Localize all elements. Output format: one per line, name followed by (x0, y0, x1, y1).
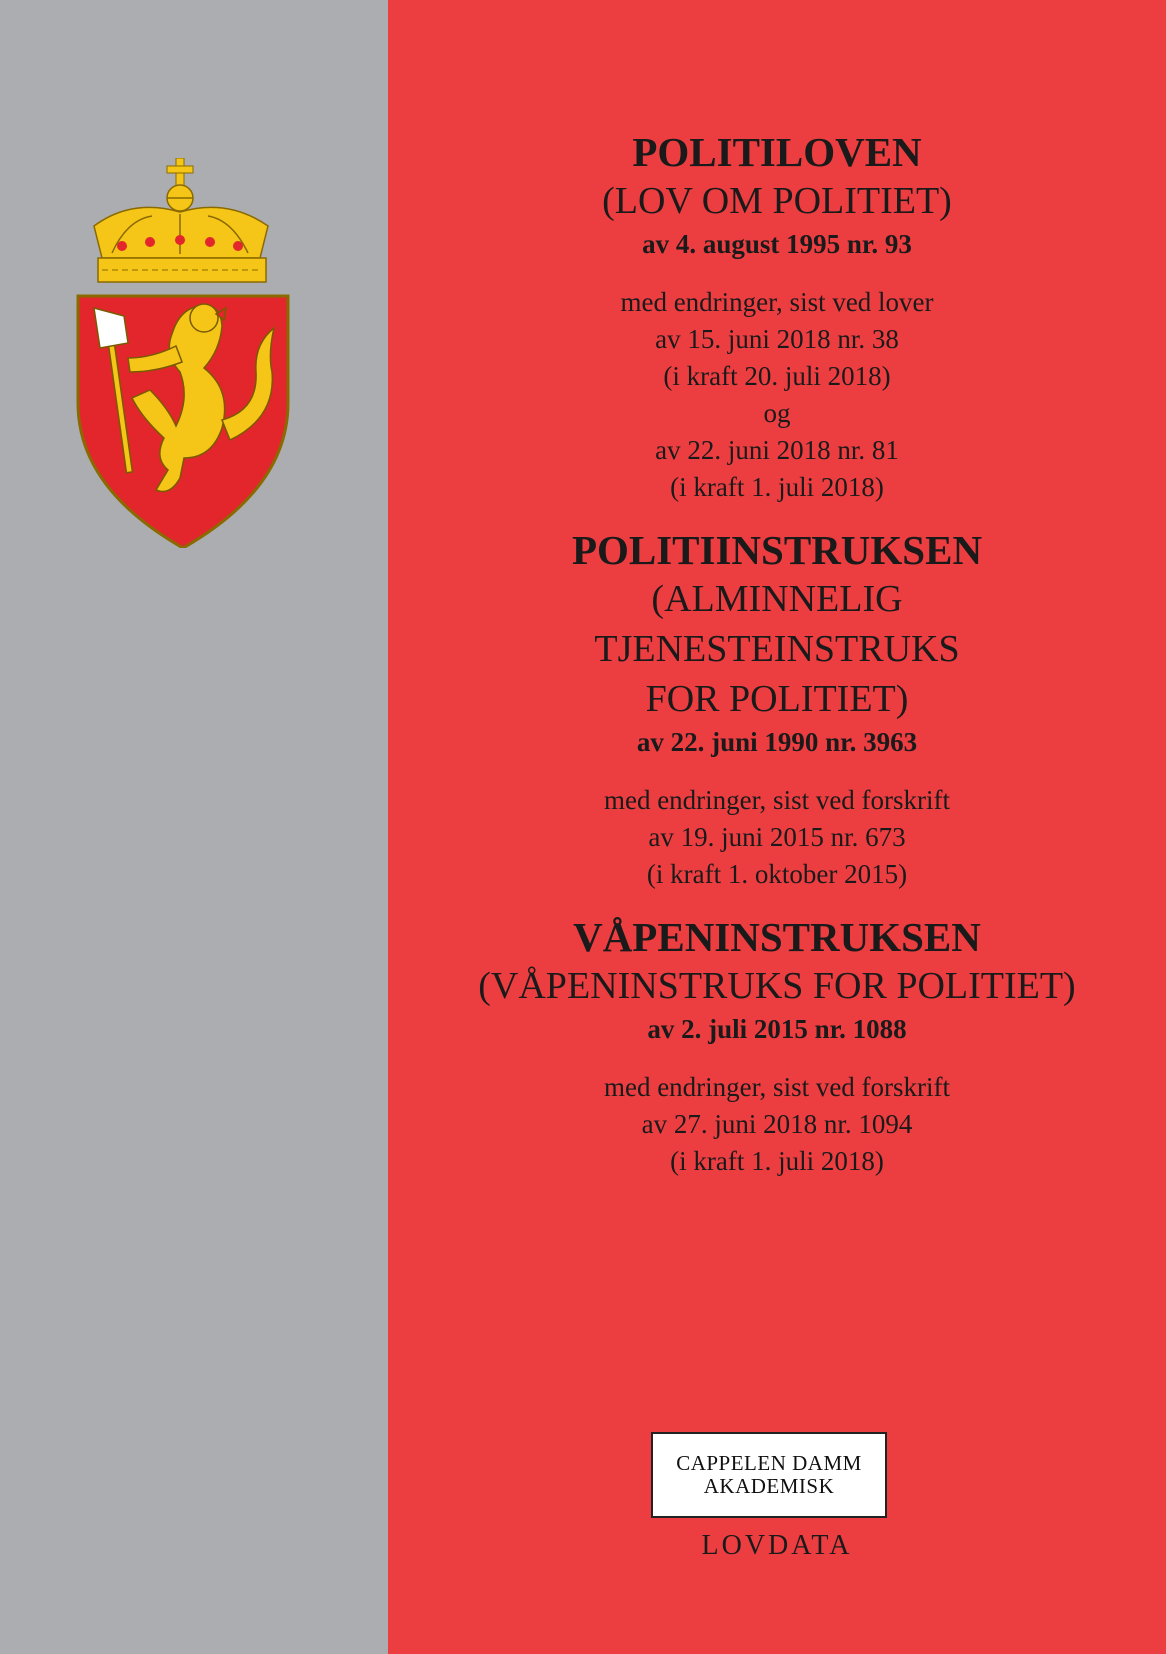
section-1-amend-line: av 15. juni 2018 nr. 38 (655, 324, 899, 354)
section-2-subtitle: TJENESTEINSTRUKS (594, 628, 960, 670)
publisher-logo (651, 1432, 887, 1518)
section-2-amend-line: med endringer, sist ved forskrift (603, 785, 951, 815)
section-1-dateline: av 4. august 1995 nr. 93 (642, 229, 912, 259)
publisher-line-1: CAPPELEN DAMM (676, 1451, 862, 1475)
section-1-amend-line: (i kraft 20. juli 2018) (663, 361, 891, 391)
section-2-dateline: av 22. juni 1990 nr. 3963 (636, 727, 918, 757)
section-2-subtitle: FOR POLITIET) (645, 678, 909, 720)
section-3-subtitle: (VÅPENINSTRUKS FOR POLITIET) (478, 965, 1076, 1007)
section-2-amend-line: (i kraft 1. oktober 2015) (646, 859, 908, 889)
section-3-amend-line: av 27. juni 2018 nr. 1094 (641, 1109, 913, 1139)
section-3-amend-line: (i kraft 1. juli 2018) (670, 1146, 884, 1176)
section-3-amend-line: med endringer, sist ved forskrift (603, 1072, 951, 1102)
section-1-amend-line: av 22. juni 2018 nr. 81 (655, 435, 899, 465)
section-1-subtitle: (LOV OM POLITIET) (602, 180, 952, 222)
section-2-amend-line: av 19. juni 2015 nr. 673 (648, 822, 906, 852)
publisher-line-2: AKADEMISK (703, 1474, 835, 1498)
section-1-amend-line: og (763, 398, 791, 428)
section-3-title: VÅPENINSTRUKSEN (573, 914, 981, 960)
section-3-dateline: av 2. juli 2015 nr. 1088 (647, 1014, 907, 1044)
section-2-subtitle: (ALMINNELIG (651, 578, 903, 620)
section-1-title: POLITILOVEN (632, 129, 922, 175)
lovdata-label: LOVDATA (701, 1530, 853, 1561)
title-block (388, 128, 1166, 1180)
section-1-amend-line: med endringer, sist ved lover (620, 287, 934, 317)
norway-coat-of-arms-icon (72, 158, 296, 548)
section-2-title: POLITIINSTRUKSEN (571, 527, 983, 573)
section-1-amend-line: (i kraft 1. juli 2018) (670, 472, 884, 502)
